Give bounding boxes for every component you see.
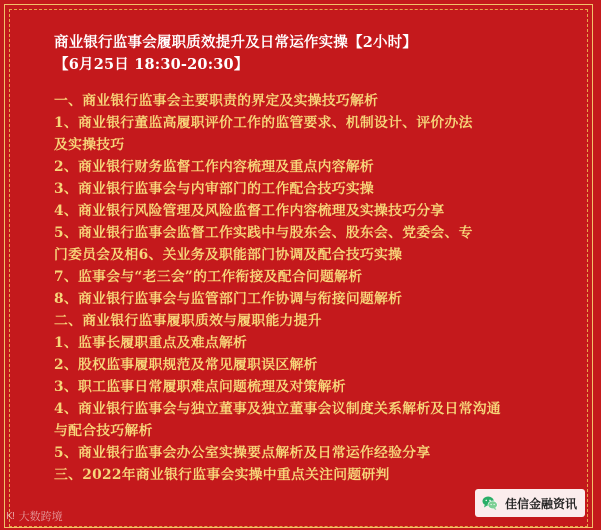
- outline-item: 与配合技巧解析: [54, 423, 153, 439]
- outline-item: 及实操技巧: [54, 137, 125, 153]
- outline-item: 1、商业银行董监高履职评价工作的监管要求、机制设计、评价办法: [54, 115, 473, 131]
- watermark-right-text: 佳信金融资讯: [504, 496, 577, 511]
- outline-item: 二、商业银行监事履职质效与履职能力提升: [54, 313, 322, 329]
- watermark-wechat: [475, 489, 585, 517]
- outline-item: 8、商业银行监事会与监管部门工作协调与衔接问题解析: [54, 291, 403, 307]
- outline-item: 1、监事长履职重点及难点解析: [54, 335, 248, 351]
- outline-item: 2、商业银行财务监督工作内容梳理及重点内容解析: [54, 159, 375, 175]
- outline-item: 4、商业银行监事会与独立董事及独立董事会议制度关系解析及日常沟通: [54, 401, 501, 417]
- outline-item: 7、监事会与“老三会”的工作衔接及配合问题解析: [54, 269, 363, 285]
- outline-item: 5、商业银行监事会办公室实操要点解析及日常运作经验分享: [54, 445, 431, 461]
- outline-item: 一、商业银行监事会主要职责的界定及实操技巧解析: [54, 93, 379, 109]
- wechat-icon: [481, 494, 499, 512]
- outline-item: 5、商业银行监事会监督工作实践中与股东会、股东会、党委会、专: [54, 225, 473, 241]
- title-line-1: 商业银行监事会履职质效提升及日常运作实操【2小时】: [54, 34, 418, 51]
- outline-item: 三、2022年商业银行监事会实操中重点关注问题研判: [54, 467, 390, 483]
- title-line-2: 【6月25日 18:30-20:30】: [54, 56, 249, 73]
- watermark-dashu: [6, 508, 63, 524]
- outline-item: 3、职工监事日常履职难点问题梳理及对策解析: [54, 379, 346, 395]
- dashu-logo-icon: K!: [6, 510, 15, 522]
- watermark-left-text: 大数跨境: [18, 510, 63, 523]
- course-outline: [54, 32, 574, 486]
- outline-item: 4、商业银行风险管理及风险监督工作内容梳理及实操技巧分享: [54, 203, 445, 219]
- outline-item: 门委员会及相6、关业务及职能部门协调及配合技巧实操: [54, 247, 403, 263]
- outline-item: 3、商业银行监事会与内审部门的工作配合技巧实操: [54, 181, 375, 197]
- outline-items: [54, 90, 574, 486]
- outline-item: 2、股权监事履职规范及常见履职误区解析: [54, 357, 318, 373]
